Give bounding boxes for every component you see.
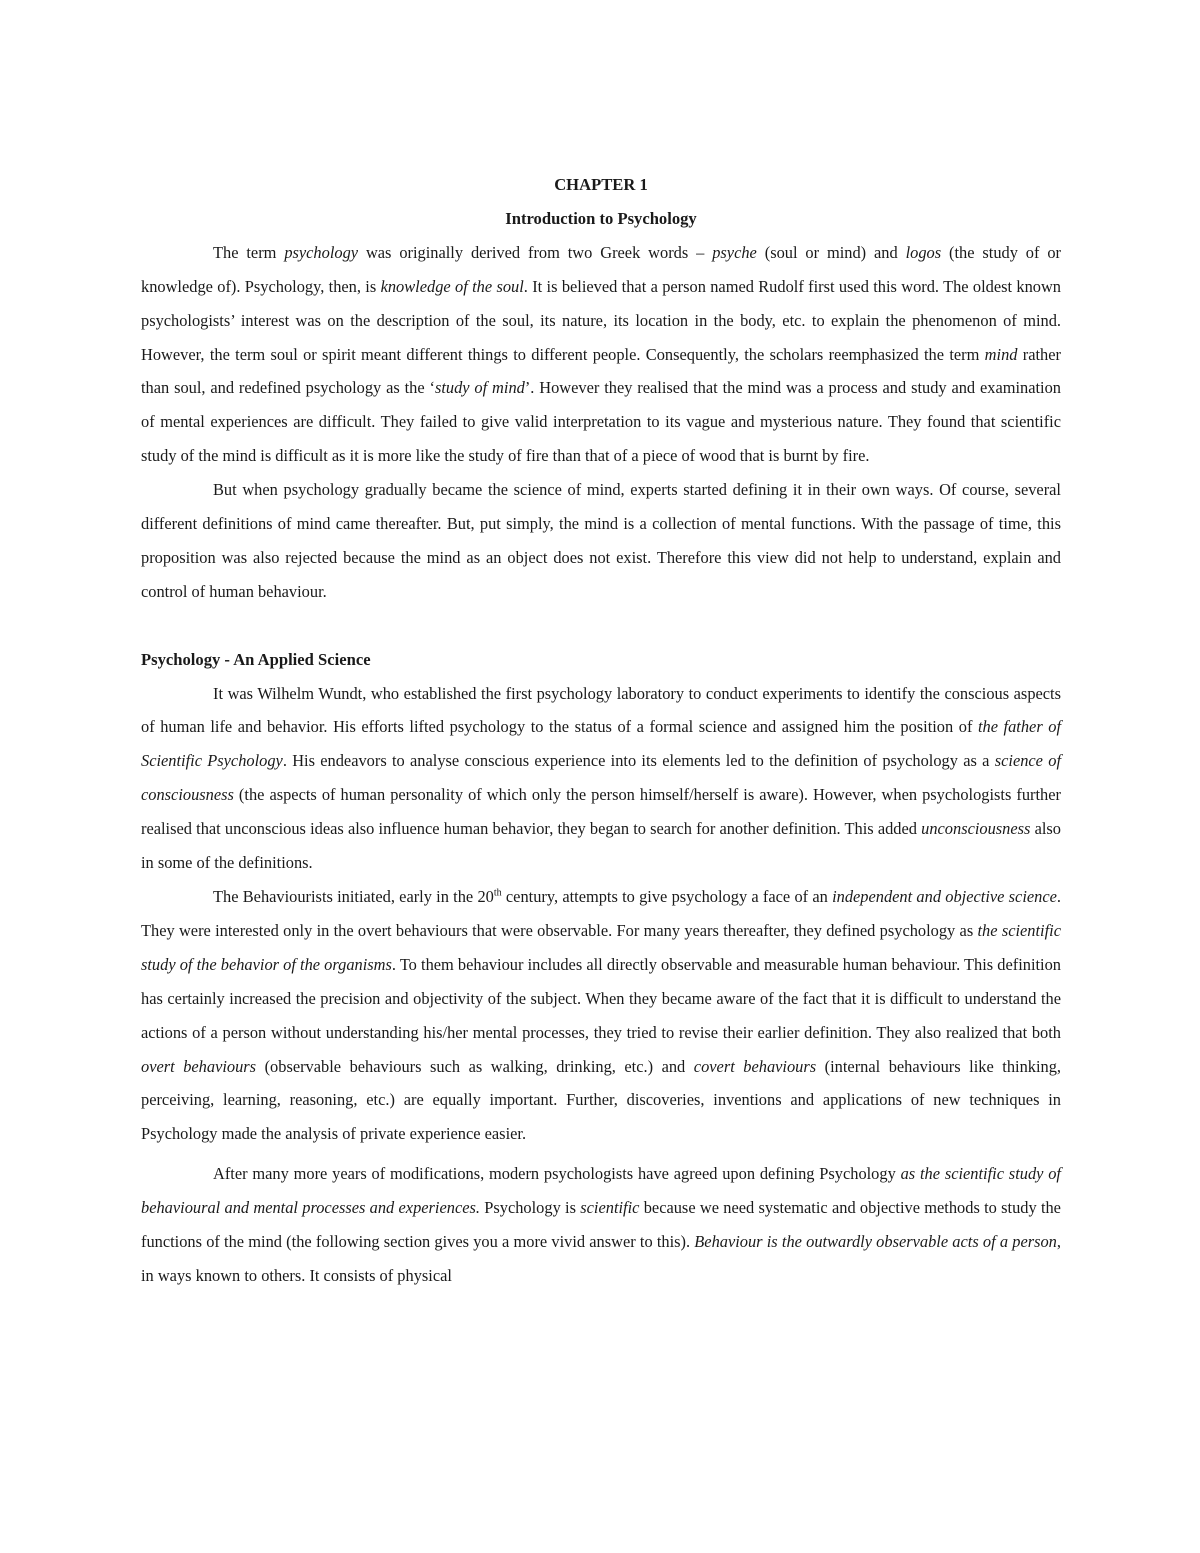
text-run: After many more years of modifications, modern psychologists have agreed upon defining Psychology bbox=[213, 1164, 901, 1184]
spacer bbox=[141, 609, 1061, 643]
text-run: because we need systematic and objective methods to study the functions of the mind (the following section gives you a more vivid answer to this). bbox=[141, 1198, 1061, 1252]
paragraph-intro-origin bbox=[141, 236, 1061, 473]
page-content bbox=[141, 168, 1061, 1293]
text-run: (internal behaviours like thinking, perceiving, learning, reasoning, etc.) are equally important. Further, discoveries, inventions and applications of new techniques in Psychology made the analysis of private experience easier. bbox=[141, 1056, 1062, 1144]
text-run: , in ways known to others. It consists of physical bbox=[141, 1232, 1061, 1285]
emphasis-logos: logos bbox=[905, 242, 942, 262]
superscript-th: th bbox=[493, 887, 502, 899]
section-heading: Psychology - An Applied Science bbox=[141, 649, 371, 669]
paragraph-modern-definition bbox=[141, 1157, 1061, 1293]
emphasis-overt-behaviours: overt behaviours bbox=[141, 1056, 257, 1076]
emphasis-behaviour-definition: Behaviour is the outwardly observable acts of a person bbox=[694, 1232, 1057, 1252]
emphasis-father-of-psychology: the father of Scientific Psychology bbox=[141, 717, 1062, 771]
emphasis-science-of-consciousness: science of consciousness bbox=[141, 751, 1061, 805]
chapter-label: CHAPTER 1 bbox=[554, 175, 648, 194]
emphasis-modern-definition: as the scientific study of behavioural and mental processes and experiences. bbox=[141, 1164, 1061, 1218]
text-run: It was Wilhelm Wundt, who established the first psychology laboratory to conduct experiments to identify the conscious aspects of human life and behavior. His efforts lifted psychology to the status of a formal science and assigned him the position of bbox=[141, 683, 1061, 737]
text-run: The Behaviourists initiated, early in the 20 bbox=[213, 887, 494, 907]
emphasis-independent-science: independent and objective science bbox=[832, 887, 1057, 907]
text-run: was originally derived from two Greek words – bbox=[358, 242, 713, 262]
emphasis-scientific: scientific bbox=[580, 1198, 640, 1218]
paragraph-wundt bbox=[141, 677, 1061, 880]
emphasis-mind: mind bbox=[984, 344, 1018, 364]
text-run: Psychology is bbox=[479, 1198, 581, 1218]
emphasis-knowledge-of-soul: knowledge of the soul bbox=[380, 276, 524, 296]
text-run: . They were interested only in the overt behaviours that were observable. For many years thereafter, they defined psychology as bbox=[141, 887, 1062, 940]
emphasis-psyche: psyche bbox=[712, 242, 757, 262]
text-run: (observable behaviours such as walking, drinking, etc.) and bbox=[256, 1056, 694, 1076]
text-run: The term bbox=[213, 242, 285, 262]
text-run: (the aspects of human personality of which only the person himself/herself is aware). However, when psychologists further realised that unconscious ideas also influence human behavior, they began to search for another definition. This added bbox=[141, 785, 1061, 839]
emphasis-study-of-mind: study of mind bbox=[434, 378, 525, 398]
text-run: (the study of or knowledge of). Psychology, then, is bbox=[141, 242, 1061, 296]
paragraph-science-of-mind: But when psychology gradually became the science of mind, experts started defining it in their own ways. Of course, several different definitions of mind came thereafter. But, put simply, the mind is a collection of mental functions. With the passage of time, this proposition was also rejected because the mind as an object does not exist. Therefore this view did not help to understand, explain and control of human behaviour. bbox=[141, 480, 1061, 601]
emphasis-covert-behaviours: covert behaviours bbox=[693, 1056, 817, 1076]
text-run: also in some of the definitions. bbox=[141, 819, 1061, 873]
emphasis-psychology: psychology bbox=[284, 242, 359, 262]
chapter-title: Introduction to Psychology bbox=[505, 208, 697, 228]
text-run: (soul or mind) and bbox=[756, 242, 906, 262]
text-run: . It is believed that a person named Rudolf first used this word. The oldest known psychologists’ interest was on the description of the soul, its nature, its location in the body, etc. to explain the phenomenon of mind. However, the term soul or spirit meant different things to different people. Consequently, the scholars reemphasized the term bbox=[141, 276, 1061, 364]
text-run: century, attempts to give psychology a face of an bbox=[501, 887, 833, 907]
emphasis-scientific-study: the scientific study of the behavior of the organisms bbox=[141, 920, 1061, 974]
paragraph-behaviourists bbox=[141, 880, 1061, 1151]
text-run: rather than soul, and redefined psychology as the ‘ bbox=[141, 344, 1061, 398]
text-run: ’. However they realised that the mind was a process and study and examination of mental experiences are difficult. They failed to give valid interpretation to its vague and mysterious nature. They found that scientific study of the mind is difficult as it is more like the study of fire than that of a piece of wood that is burnt by fire. bbox=[141, 378, 1061, 466]
emphasis-unconsciousness: unconsciousness bbox=[921, 819, 1031, 839]
text-run: . His endeavors to analyse conscious experience into its elements led to the definition of psychology as a bbox=[282, 751, 995, 771]
text-run: . To them behaviour includes all directly observable and measurable human behaviour. This definition has certainly increased the precision and objectivity of the subject. When they became aware of the fact that it is difficult to understand the actions of a person without understanding his/her mental processes, they tried to revise their earlier definition. They also realized that both bbox=[141, 954, 1062, 1042]
